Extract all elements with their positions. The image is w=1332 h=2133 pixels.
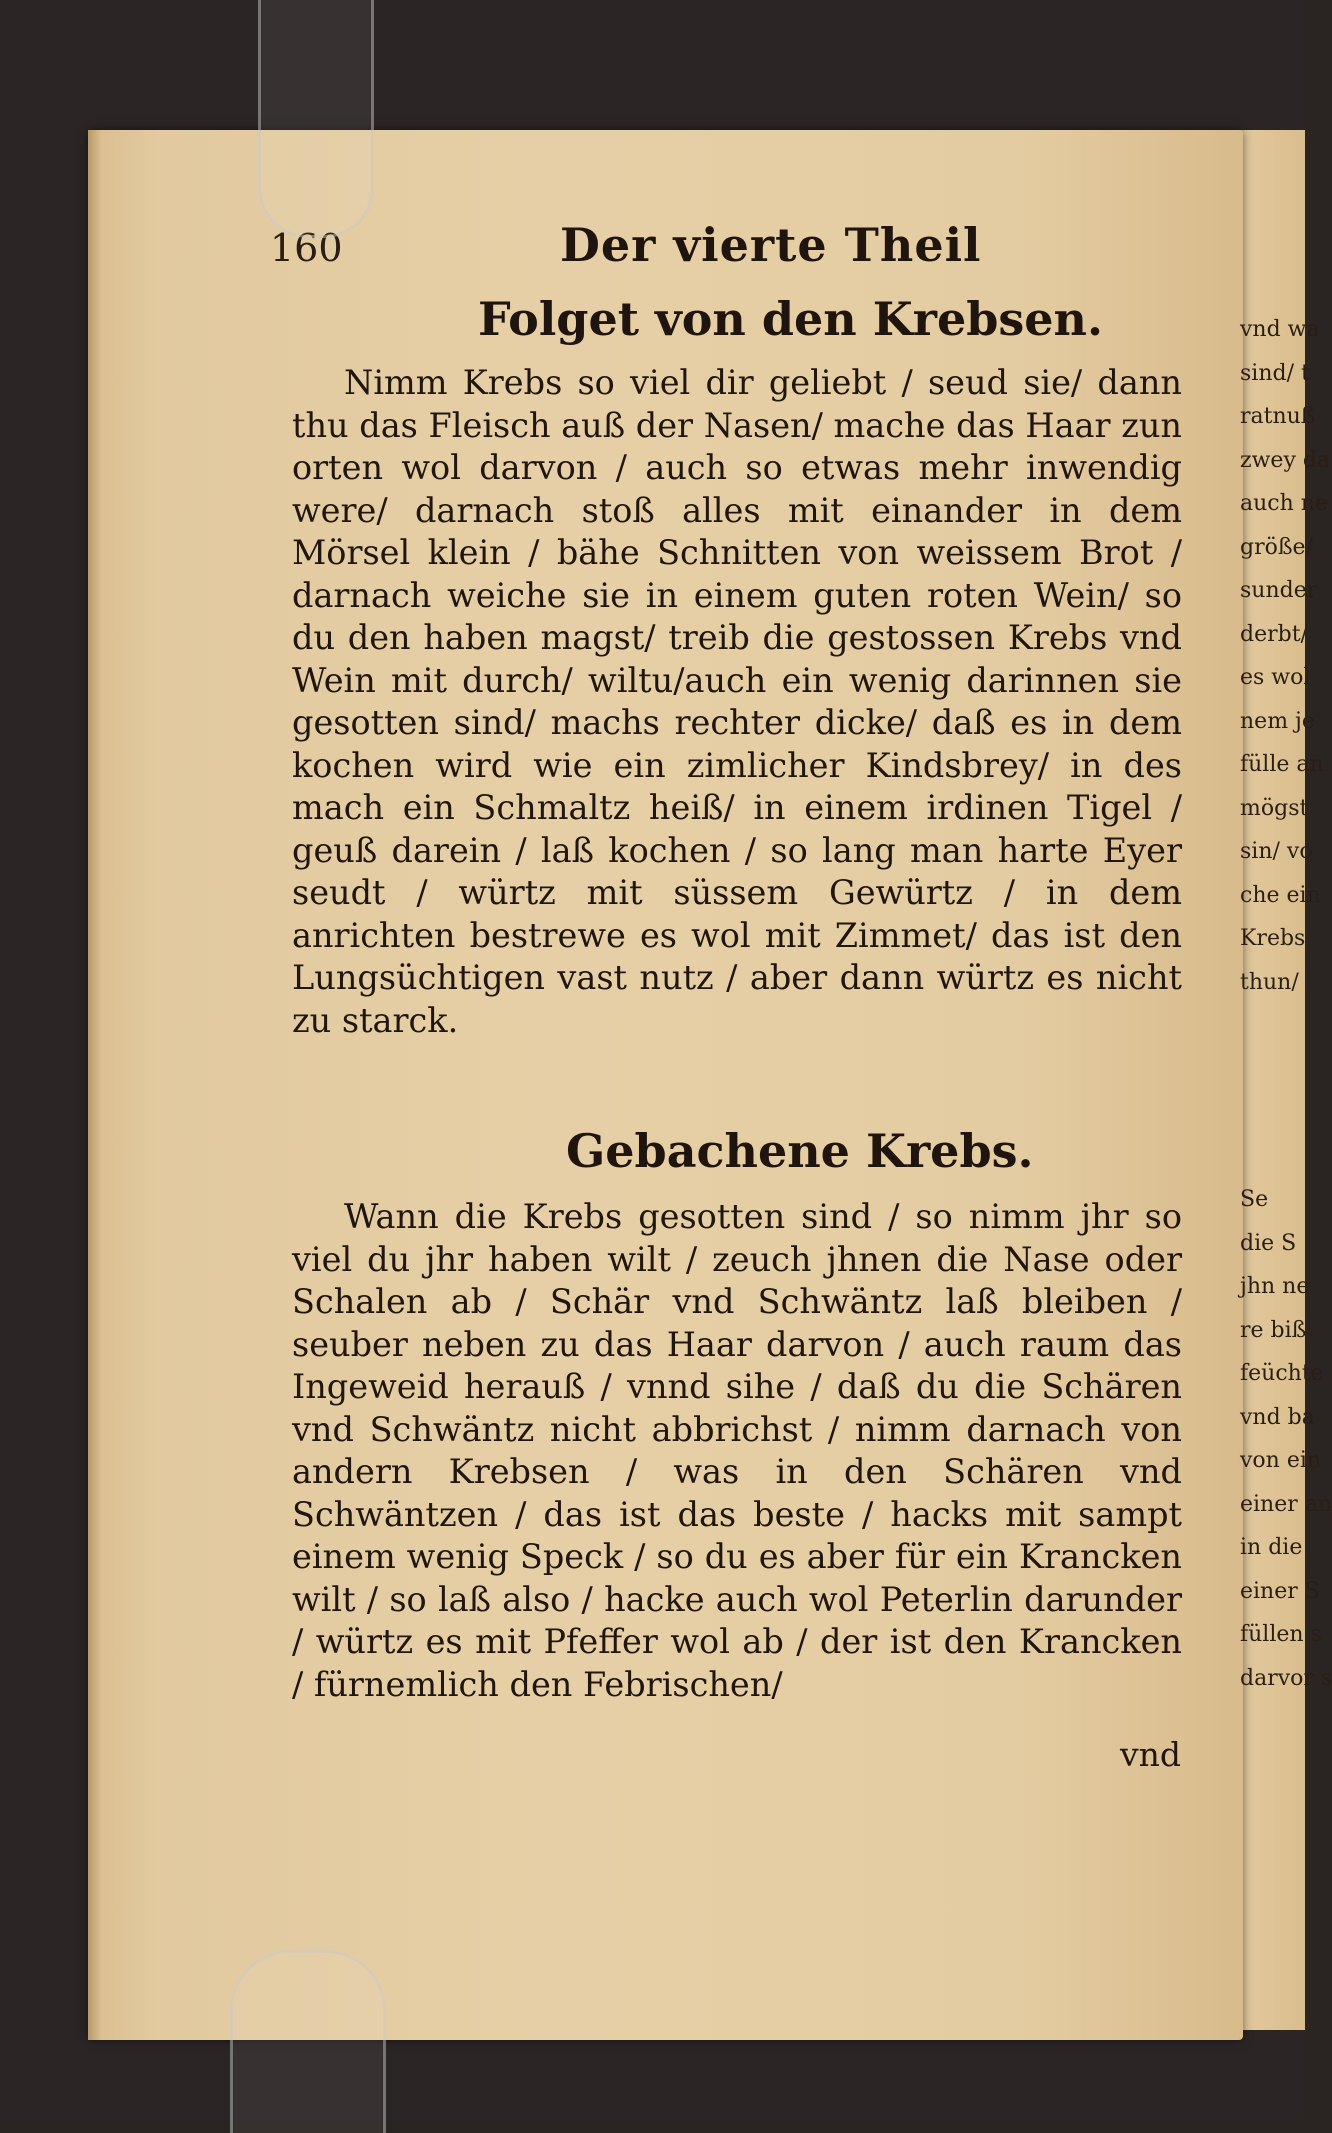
margin-line: einer an [1240, 1491, 1332, 1517]
page-clip-top [258, 0, 374, 238]
margin-line: thun/ [1240, 969, 1299, 995]
margin-line: die S [1240, 1230, 1297, 1256]
page-header [270, 212, 1170, 282]
margin-line: sunder [1240, 578, 1318, 603]
page-clip-bottom [230, 1950, 386, 2133]
margin-line: mögst [1240, 795, 1309, 821]
margin-line: größe/ [1240, 534, 1313, 560]
paragraph-gebachene-krebs: Wann die Krebs gesotten sind / so nimm jhr so viel du jhr haben wilt / zeuch jhnen die Nase oder Schalen ab / Schär vnd Schwäntz laß bleiben / seuber neben zu das Haar darvon / auch raum das Ingeweid herauß / vnnd sihe / daß du die Schären vnd Schwäntz nicht abbrichst / nimm darnach von andern Krebsen / was in den Schären vnd Schwäntzen / das ist das beste / hacks mit sampt einem wenig Speck / so du es aber für ein Krancken wilt / so laß also / hacke auch wol Peterlin darunder / würtz es mit Pfeffer wol ab / der ist den Krancken / fürnemlich den Febrischen/ [292, 1197, 1182, 1704]
margin-line: einer S [1240, 1578, 1320, 1604]
margin-line: ratnuß [1240, 404, 1316, 429]
margin-line: feüchte [1240, 1361, 1324, 1386]
margin-line: Krebs [1240, 926, 1306, 951]
running-title: Der vierte Theil [560, 218, 982, 272]
margin-line: re biß [1240, 1317, 1307, 1343]
margin-line: füllen s [1240, 1622, 1322, 1647]
section-title-gebachene-krebs: Gebachene Krebs. [566, 1124, 1034, 1178]
facing-page-text-top [1240, 308, 1331, 1004]
margin-line: zwey da [1240, 447, 1331, 473]
margin-line: sin/ vo [1240, 839, 1313, 864]
margin-line: jhn ne [1240, 1274, 1310, 1299]
margin-line: derbt/ [1240, 621, 1308, 647]
margin-line: darvor s [1240, 1665, 1332, 1691]
margin-line: sind/ t [1240, 360, 1310, 386]
margin-line: fülle an [1240, 752, 1324, 777]
section-body-gebachene-krebs [292, 1196, 1182, 1706]
margin-line: vnd wa [1240, 317, 1320, 342]
margin-line: von ein [1240, 1448, 1322, 1473]
section-body-krebsen [292, 362, 1182, 1042]
margin-line: es wol [1240, 665, 1311, 690]
margin-line: auch ne [1240, 491, 1328, 516]
margin-line: nem je [1240, 708, 1315, 734]
margin-line: che ein [1240, 882, 1321, 908]
page-number: 160 [270, 226, 343, 270]
margin-line: in die [1240, 1535, 1303, 1560]
margin-line: vnd ba [1240, 1404, 1315, 1430]
facing-page-text-bottom [1240, 1178, 1332, 1700]
catchword: vnd [1120, 1735, 1182, 1774]
margin-line: Se [1240, 1187, 1269, 1212]
section-title-krebsen: Folget von den Krebsen. [478, 292, 1104, 346]
paragraph-krebsen: Nimm Krebs so viel dir geliebt / seud sie/ dann thu das Fleisch auß der Nasen/ mache das Haar zun orten wol darvon / auch so etwas mehr inwendig were/ darnach stoß alles mit einander in dem Mörsel klein / bähe Schnitten von weissem Brot / darnach weiche sie in einem guten roten Wein/ so du den haben magst/ treib die gestossen Krebs vnd Wein mit durch/ wiltu/auch ein wenig darinnen sie gesotten sind/ machs rechter dicke/ daß es in dem kochen wird wie ein zimlicher Kindsbrey/ in des mach ein Schmaltz heiß/ in einem irdinen Tigel / geuß darein / laß kochen / so lang man harte Eyer seudt / würtz mit süssem Gewürtz / in dem anrichten bestrewe es wol mit Zimmet/ das ist den Lungsüchtigen vast nutz / aber dann würtz es nicht zu starck. [292, 363, 1182, 1040]
page-gutter [88, 130, 102, 2040]
